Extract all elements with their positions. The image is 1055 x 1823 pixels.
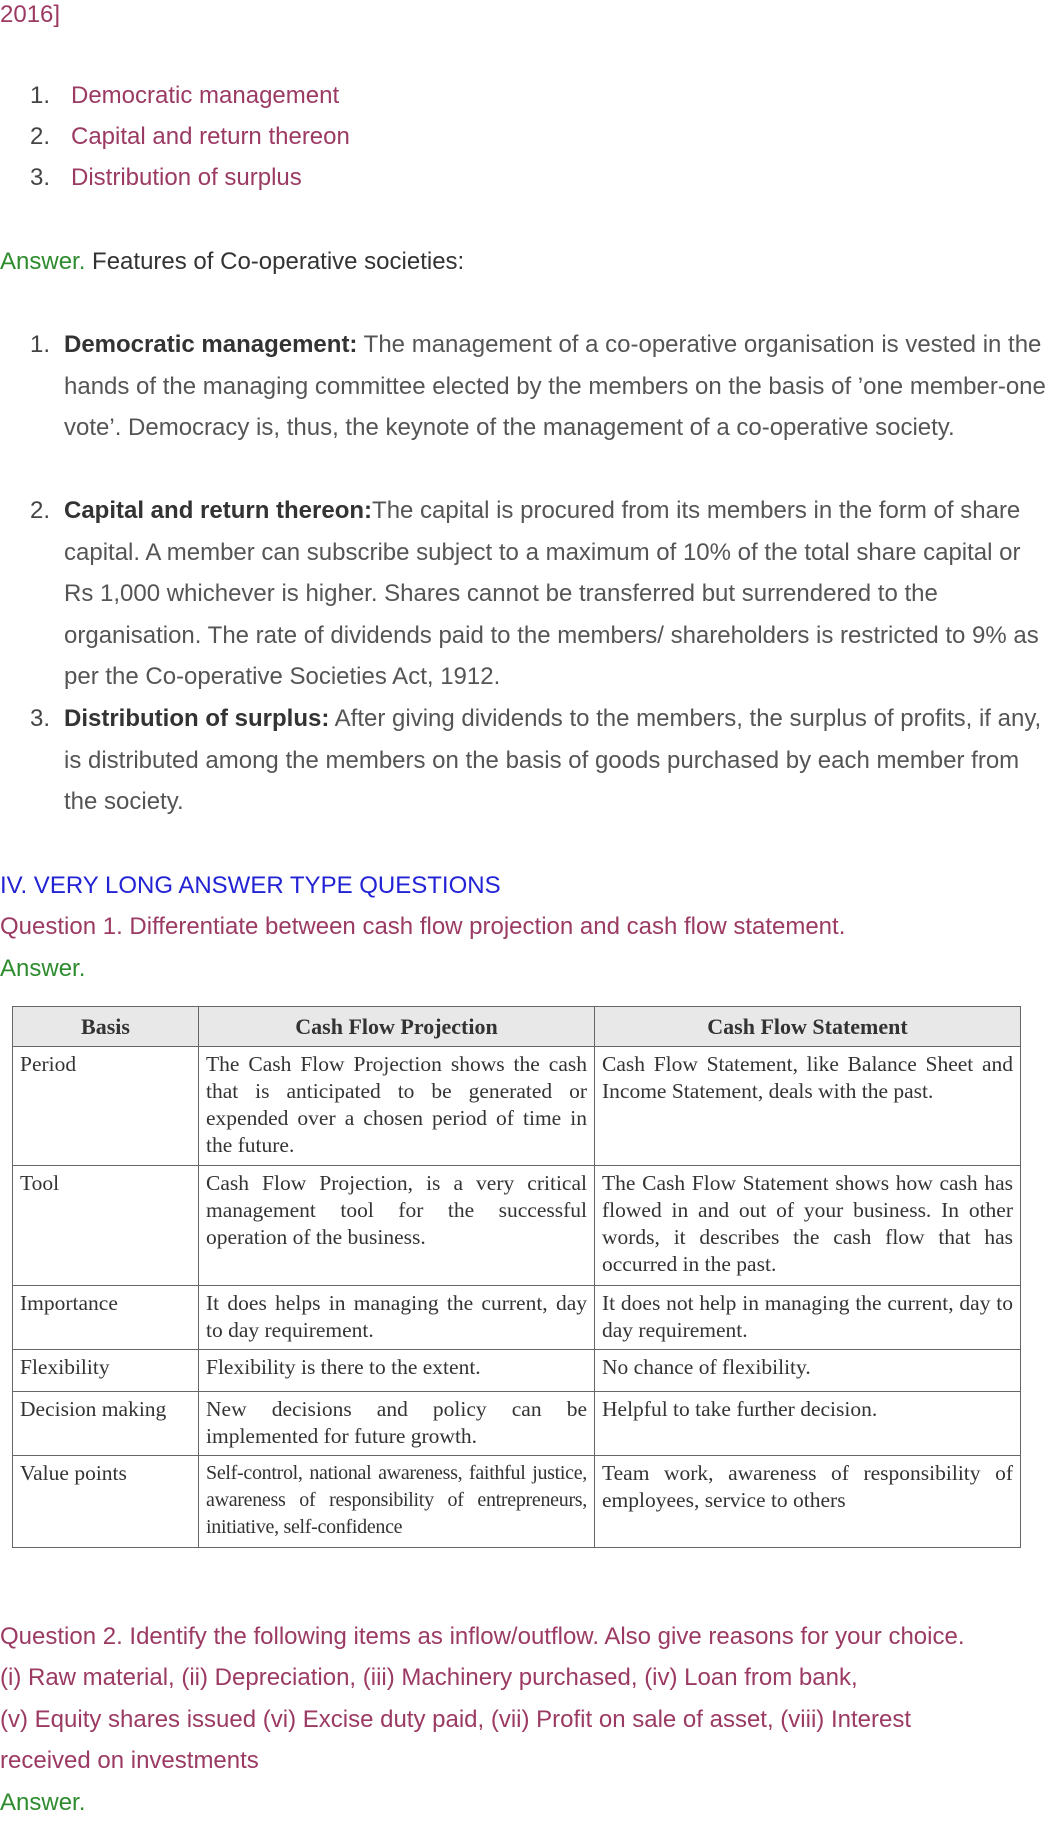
answer-intro-text: Features of Co-operative societies: — [85, 248, 465, 275]
feature-text: The capital is procured from its members in the form of share capital. A member can subscribe subject to a maximum of 10% of the total share capital or Rs 1,000 whichever is higher. Shares cannot be transferred but surrendered to the organisation. The rate of dividends paid to the members/ shareholders is restricted to 9% as per the Co-operative Societies Act, 1912. — [64, 497, 1039, 690]
table-cell: Team work, awareness of responsibility of employees, service to others — [595, 1456, 1021, 1548]
table-header-row — [13, 1007, 1021, 1047]
table-cell: The Cash Flow Projection shows the cash that is anticipated to be generated or expended over a chosen period of time in the future. — [199, 1047, 595, 1166]
feature-number: 1. — [30, 331, 51, 358]
table-cell: Cash Flow Statement, like Balance Sheet and Income Statement, deals with the past. — [595, 1047, 1021, 1166]
table-cell: Decision making — [13, 1392, 199, 1456]
question-2-line: Question 2. Identify the following items as inflow/outflow. Also give reasons for your choice. — [0, 1623, 965, 1650]
answer-label: Answer. — [0, 248, 86, 275]
table-cell: New decisions and policy can be implemented for future growth. — [199, 1392, 595, 1456]
table-row — [13, 1286, 1021, 1350]
table-cell: Cash Flow Projection, is a very critical management tool for the successful operation of the business. — [199, 1166, 595, 1286]
feature-number: 2. — [30, 497, 51, 524]
answer-label: Answer. — [0, 955, 86, 982]
table-cell: Helpful to take further decision. — [595, 1392, 1021, 1456]
table-cell: Self-control, national awareness, faithful justice, awareness of responsibility of entrepreneurs, initiative, self-confidence — [199, 1456, 595, 1548]
table-cell: Value points — [13, 1456, 199, 1548]
question-item-number: 1. — [30, 82, 51, 109]
table-cell: It does not help in managing the current, day to day requirement. — [595, 1286, 1021, 1350]
table-row — [13, 1166, 1021, 1286]
feature-number: 3. — [30, 705, 51, 732]
section-heading: IV. VERY LONG ANSWER TYPE QUESTIONS — [0, 872, 501, 899]
table-header-cell: Cash Flow Statement — [595, 1007, 1021, 1047]
feature-item — [64, 698, 1049, 823]
table-row — [13, 1392, 1021, 1456]
question-1: Question 1. Differentiate between cash flow projection and cash flow statement. — [0, 913, 846, 940]
table-cell: Tool — [13, 1166, 199, 1286]
table-cell: The Cash Flow Statement shows how cash has flowed in and out of your business. In other words, it describes the cash flow that has occurred in the past. — [595, 1166, 1021, 1286]
table-cell: Importance — [13, 1286, 199, 1350]
feature-title: Distribution of surplus: — [64, 705, 330, 732]
table-row — [13, 1456, 1021, 1548]
question-item-number: 2. — [30, 123, 51, 150]
feature-item — [64, 490, 1049, 698]
question-2-line: received on investments — [0, 1747, 259, 1774]
answer-intro — [0, 241, 464, 282]
answer-label: Answer. — [0, 1789, 86, 1816]
table-header-cell: Cash Flow Projection — [199, 1007, 595, 1047]
feature-title: Democratic management: — [64, 331, 358, 358]
feature-text: After giving dividends to the members, the surplus of profits, if any, is distributed among the members on the basis of goods purchased by each member from the society. — [64, 705, 1042, 815]
feature-title: Capital and return thereon: — [64, 497, 373, 524]
top-fragment: 2016] — [0, 1, 61, 28]
table-row — [13, 1350, 1021, 1392]
question-2-line: (i) Raw material, (ii) Depreciation, (iii) Machinery purchased, (iv) Loan from bank, — [0, 1664, 858, 1691]
comparison-table — [12, 1006, 1020, 1548]
table-cell: No chance of flexibility. — [595, 1350, 1021, 1392]
table-cell: Flexibility is there to the extent. — [199, 1350, 595, 1392]
table-cell: It does helps in managing the current, day to day requirement. — [199, 1286, 595, 1350]
question-item: Distribution of surplus — [71, 164, 302, 191]
feature-item — [64, 324, 1049, 449]
question-item-number: 3. — [30, 164, 51, 191]
question-item: Democratic management — [71, 82, 340, 109]
table-cell: Flexibility — [13, 1350, 199, 1392]
question-item: Capital and return thereon — [71, 123, 350, 150]
feature-text: The management of a co-operative organisation is vested in the hands of the managing committee elected by the members on the basis of ’one member-one vote’. Democracy is, thus, the keynote of the management of a co-operative society. — [64, 331, 1046, 441]
table-cell: Period — [13, 1047, 199, 1166]
table-row — [13, 1047, 1021, 1166]
question-2-line: (v) Equity shares issued (vi) Excise duty paid, (vii) Profit on sale of asset, (viii) Interest — [0, 1706, 911, 1733]
table-header-cell: Basis — [13, 1007, 199, 1047]
